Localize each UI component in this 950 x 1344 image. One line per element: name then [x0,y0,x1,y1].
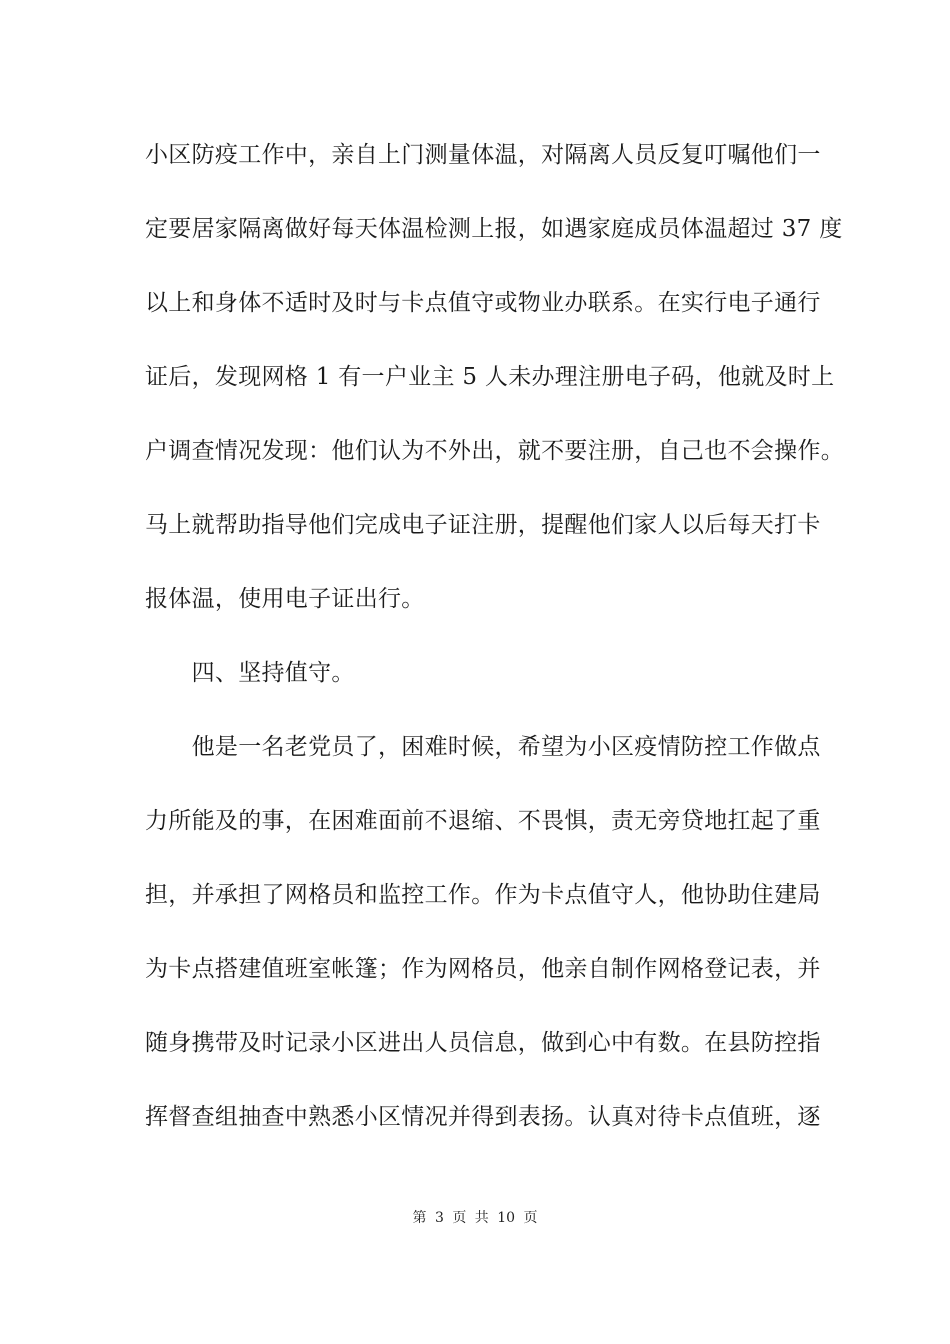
paragraph-line: 为卡点搭建值班室帐篷；作为网格员，他亲自制作网格登记表，并 [145,956,821,982]
paragraph-line: 挥督查组抽查中熟悉小区情况并得到表扬。认真对待卡点值班，逐 [145,1104,821,1130]
footer-prefix: 第 [412,1210,427,1226]
paragraph-line: 户调查情况发现：他们认为不外出，就不要注册，自己也不会操作。 [145,438,844,464]
paragraph-line: 小区防疫工作中，亲自上门测量体温，对隔离人员反复叮嘱他们一 [145,142,821,168]
footer-total-pages: 10 [497,1210,516,1226]
paragraph-line: 担，并承担了网格员和监控工作。作为卡点值守人，他协助住建局 [145,882,821,908]
paragraph-line: 报体温，使用电子证出行。 [145,586,425,612]
paragraph-line: 定要居家隔离做好每天体温检测上报，如遇家庭成员体温超过 37 度 [145,216,843,242]
footer-suffix: 页 [523,1210,538,1226]
page-footer [0,1209,950,1227]
footer-page-word: 页 [452,1210,467,1226]
paragraph-line: 以上和身体不适时及时与卡点值守或物业办联系。在实行电子通行 [145,290,821,316]
paragraph-line: 马上就帮助指导他们完成电子证注册，提醒他们家人以后每天打卡 [145,512,821,538]
paragraph-line: 他是一名老党员了，困难时候，希望为小区疫情防控工作做点 [145,734,821,760]
section-heading: 四、坚持值守。 [145,660,355,686]
paragraph-line: 力所能及的事，在困难面前不退缩、不畏惧，责无旁贷地扛起了重 [145,808,821,834]
footer-current-page: 3 [434,1210,444,1226]
paragraph-line: 证后，发现网格 1 有一户业主 5 人未办理注册电子码，他就及时上 [145,364,835,390]
footer-total-word: 共 [474,1210,489,1226]
paragraph-line: 随身携带及时记录小区进出人员信息，做到心中有数。在县防控指 [145,1030,821,1056]
